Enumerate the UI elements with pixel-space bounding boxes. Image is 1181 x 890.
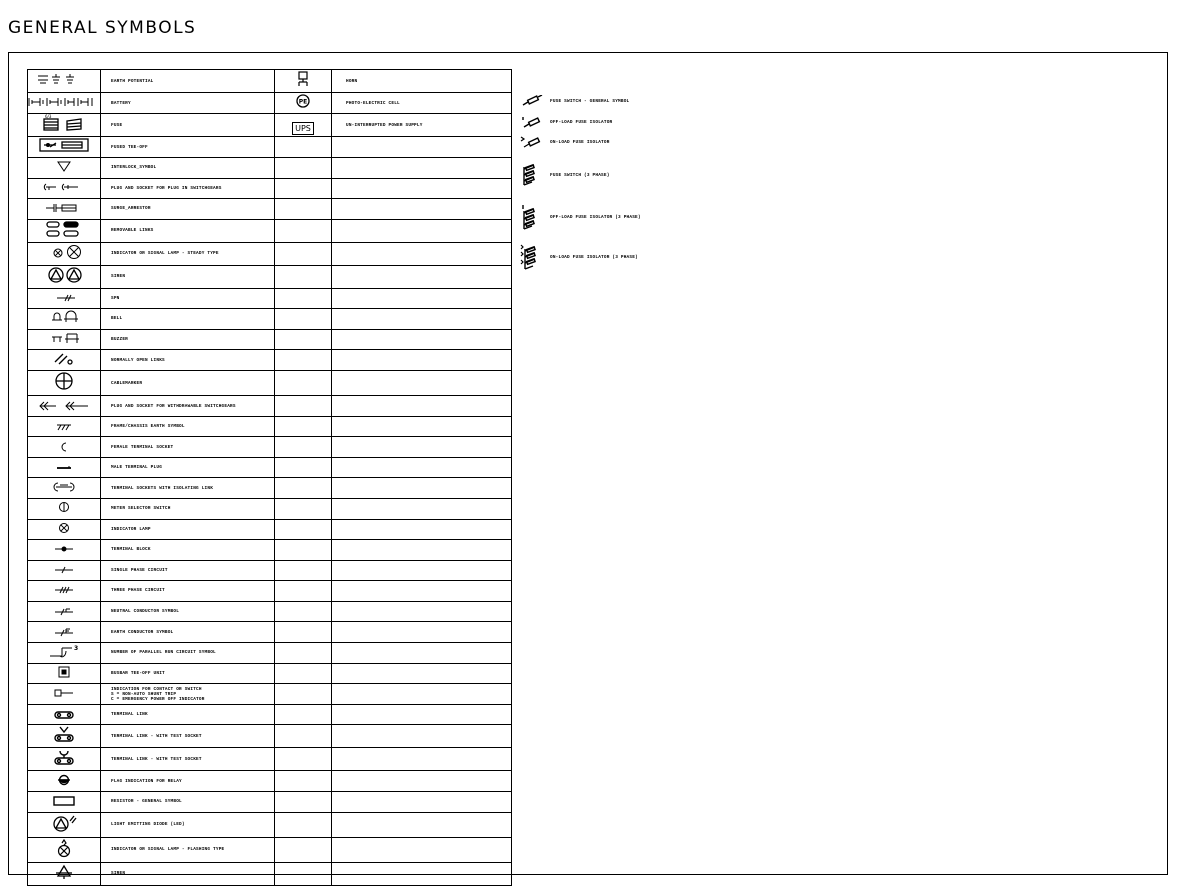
flag-relay-icon [28,771,101,792]
symbol-description: EARTH CONDUCTOR SYMBOL [101,622,275,643]
symbol-description: SIREN [101,265,275,288]
table-row [28,519,512,540]
table-row [28,371,512,396]
table-row [28,329,512,350]
empty-cell [275,684,332,705]
fused-teeoff-icon [28,137,101,158]
empty-cell [275,601,332,622]
table-row [28,837,512,862]
table-row [28,812,512,837]
empty-cell [275,812,332,837]
symbol-description: OFF-LOAD FUSE ISOLATOR [550,120,613,125]
meter-switch-icon [28,499,101,520]
table-row [28,725,512,748]
table-row [28,642,512,663]
list-item [520,243,680,273]
lamp-steady-icon [28,242,101,265]
empty-cell [275,416,332,437]
siren2-icon [28,862,101,885]
empty-cell [332,837,512,862]
terminal-link-test-icon [28,725,101,748]
symbol-description: THREE PHASE CIRCUIT [101,581,275,602]
empty-cell [332,622,512,643]
earth-conductor-icon [28,622,101,643]
list-item [520,203,680,233]
empty-cell [275,771,332,792]
empty-cell [332,792,512,813]
empty-cell [275,837,332,862]
table-row [28,601,512,622]
empty-cell [332,862,512,885]
symbol-description: BATTERY [101,93,275,114]
empty-cell [332,371,512,396]
symbol-description: NORMALLY OPEN LINKS [101,350,275,371]
symbol-description: REMOVABLE LINKS [101,219,275,242]
table-row [28,350,512,371]
symbol-description: NEUTRAL CONDUCTOR SYMBOL [101,601,275,622]
table-row [28,288,512,309]
empty-cell [275,499,332,520]
table-row [28,114,512,137]
symbol-description: INDICATOR OR SIGNAL LAMP - STEADY TYPE [101,242,275,265]
empty-cell [275,137,332,158]
symbol-description: PLUG AND SOCKET FOR PLUG IN SWITCHGEARS [101,178,275,199]
svg-text:PE: PE [298,98,308,106]
table-row [28,93,512,114]
symbol-description: OFF-LOAD FUSE ISOLATOR (3 PHASE) [550,215,641,220]
empty-cell [275,437,332,458]
empty-cell [332,540,512,561]
symbol-description: UN-INTERRUPTED POWER SUPPLY [332,114,512,137]
table-row [28,771,512,792]
symbol-description: SIREN [101,862,275,885]
table-row [28,540,512,561]
table-row [28,137,512,158]
symbol-description: SPN [101,288,275,309]
empty-cell [332,725,512,748]
male-plug-icon [28,457,101,478]
symbol-description: SINGLE PHASE CIRCUIT [101,560,275,581]
empty-cell [332,684,512,705]
table-row [28,265,512,288]
list-item [520,115,680,131]
table-row [28,70,512,93]
siren-icon [28,265,101,288]
symbol-description: FLAG INDICATION FOR RELAY [101,771,275,792]
plug-socket-icon [28,178,101,199]
table-row [28,478,512,499]
indicator-lamp-icon [28,519,101,540]
empty-cell [332,219,512,242]
photocell-icon [275,93,332,114]
symbol-description: HORN [332,70,512,93]
terminal-link-test2-icon [28,748,101,771]
cablemarker-icon [28,371,101,396]
list-item [520,95,680,109]
table-row [28,457,512,478]
busbar-teeoff-icon [28,663,101,684]
symbol-description: INTERLOCK_SYMBOL [101,158,275,179]
page-title: GENERAL SYMBOLS [8,18,197,38]
empty-cell [275,158,332,179]
svg-text:6/3: 6/3 [45,114,52,119]
symbol-description: FRAME/CHASSIS EARTH SYMBOL [101,416,275,437]
empty-cell [332,137,512,158]
empty-cell [275,309,332,330]
empty-cell [332,178,512,199]
empty-cell [275,199,332,220]
empty-cell [275,371,332,396]
table-row [28,560,512,581]
empty-cell [275,581,332,602]
symbol-description: PHOTO-ELECTRIC CELL [332,93,512,114]
table-row [28,178,512,199]
empty-cell [332,642,512,663]
empty-cell [275,519,332,540]
symbol-description: FUSE SWITCH - GENERAL SYMBOL [550,99,630,104]
symbol-description: EARTH POTENTIAL [101,70,275,93]
symbol-description: FEMALE TERMINAL SOCKET [101,437,275,458]
table-row [28,219,512,242]
empty-cell [332,329,512,350]
empty-cell [275,792,332,813]
list-item [520,163,680,189]
empty-cell [275,748,332,771]
empty-cell [275,219,332,242]
links-icon [28,219,101,242]
empty-cell [275,725,332,748]
empty-cell [275,540,332,561]
empty-cell [332,437,512,458]
table-row [28,158,512,179]
symbol-description: ON-LOAD FUSE ISOLATOR (3 PHASE) [550,255,638,260]
symbol-description: RESISTOR - GENERAL SYMBOL [101,792,275,813]
empty-cell [332,265,512,288]
empty-cell [332,199,512,220]
symbol-description: TERMINAL SOCKETS WITH ISOLATING LINK [101,478,275,499]
symbol-description: FUSE SWITCH (3 PHASE) [550,173,610,178]
table-row [28,437,512,458]
empty-cell [275,862,332,885]
empty-cell [332,158,512,179]
table-row [28,862,512,885]
empty-cell [332,748,512,771]
empty-cell [332,457,512,478]
empty-cell [332,499,512,520]
no-links-icon [28,350,101,371]
empty-cell [332,601,512,622]
empty-cell [275,265,332,288]
horn-icon [275,70,332,93]
earth-icon [28,70,101,93]
empty-cell [275,663,332,684]
empty-cell [275,350,332,371]
empty-cell [275,178,332,199]
symbol-description: PLUG AND SOCKET FOR WITHDRAWABLE SWITCHGEARS [101,396,275,417]
symbol-description: TERMINAL LINK [101,704,275,725]
symbol-description: BUZZER [101,329,275,350]
withdrawable-icon [28,396,101,417]
symbol-description: CABLEMARKER [101,371,275,396]
empty-cell [332,771,512,792]
ups-icon [275,114,332,137]
empty-cell [275,288,332,309]
empty-cell [332,396,512,417]
parallel-run-icon [28,642,101,663]
symbol-description: SURGE_ARRESTOR [101,199,275,220]
empty-cell [275,560,332,581]
battery-icon [28,93,101,114]
symbol-description: TERMINAL LINK - WITH TEST SOCKET [101,725,275,748]
symbol-description: ON-LOAD FUSE ISOLATOR [550,140,610,145]
resistor-icon [28,792,101,813]
symbol-description: TERMINAL BLOCK [101,540,275,561]
table-row [28,663,512,684]
empty-cell [332,704,512,725]
contact-indication-icon [28,684,101,705]
table-row [28,581,512,602]
symbol-description: MALE TERMINAL PLUG [101,457,275,478]
empty-cell [275,396,332,417]
empty-cell [332,288,512,309]
empty-cell [332,478,512,499]
bell-icon [28,309,101,330]
empty-cell [332,242,512,265]
terminal-block-icon [28,540,101,561]
empty-cell [275,704,332,725]
empty-cell [332,416,512,437]
symbol-description: BELL [101,309,275,330]
symbol-description: INDICATOR LAMP [101,519,275,540]
empty-cell [332,581,512,602]
svg-text:3: 3 [74,644,79,652]
table-row [28,748,512,771]
table-row [28,792,512,813]
table-row [28,396,512,417]
empty-cell [275,622,332,643]
empty-cell [275,242,332,265]
table-row [28,309,512,330]
frame-earth-icon [28,416,101,437]
table-row [28,704,512,725]
spn-icon [28,288,101,309]
empty-cell [275,457,332,478]
female-socket-icon [28,437,101,458]
symbol-legend-table [27,69,512,886]
surge-icon [28,199,101,220]
empty-cell [275,642,332,663]
triangle-icon [28,158,101,179]
symbol-description: NUMBER OF PARALLEL RUN CIRCUIT SYMBOL [101,642,275,663]
terminal-link-icon [28,704,101,725]
list-item [520,135,680,151]
symbol-description: INDICATOR OR SIGNAL LAMP - FLASHING TYPE [101,837,275,862]
symbol-description: TERMINAL LINK - WITH TEST SOCKET [101,748,275,771]
empty-cell [332,560,512,581]
led-icon [28,812,101,837]
empty-cell [275,329,332,350]
empty-cell [332,519,512,540]
empty-cell [332,309,512,330]
symbol-description: BUSBAR TEE-OFF UNIT [101,663,275,684]
empty-cell [332,350,512,371]
symbol-description: FUSED TEE-OFF [101,137,275,158]
single-phase-icon [28,560,101,581]
fuse-icon [28,114,101,137]
empty-cell [275,478,332,499]
table-row [28,199,512,220]
isolating-link-icon [28,478,101,499]
three-phase-icon [28,581,101,602]
symbol-description: METER SELECTOR SWITCH [101,499,275,520]
lamp-flashing-icon [28,837,101,862]
table-row [28,242,512,265]
empty-cell [332,663,512,684]
table-row [28,622,512,643]
neutral-icon [28,601,101,622]
empty-cell [332,812,512,837]
table-row [28,499,512,520]
symbol-description: FUSE [101,114,275,137]
buzzer-icon [28,329,101,350]
symbol-description: LIGHT EMITTING DIODE (LED) [101,812,275,837]
table-row [28,684,512,705]
table-row [28,416,512,437]
symbol-description: INDICATION FOR CONTACT OR SWITCH S = NON-AUTO SHUNT TRIP C = EMERGENCY POWER OFF INDICATOR [101,684,275,705]
ups-label: UPS [292,122,314,135]
